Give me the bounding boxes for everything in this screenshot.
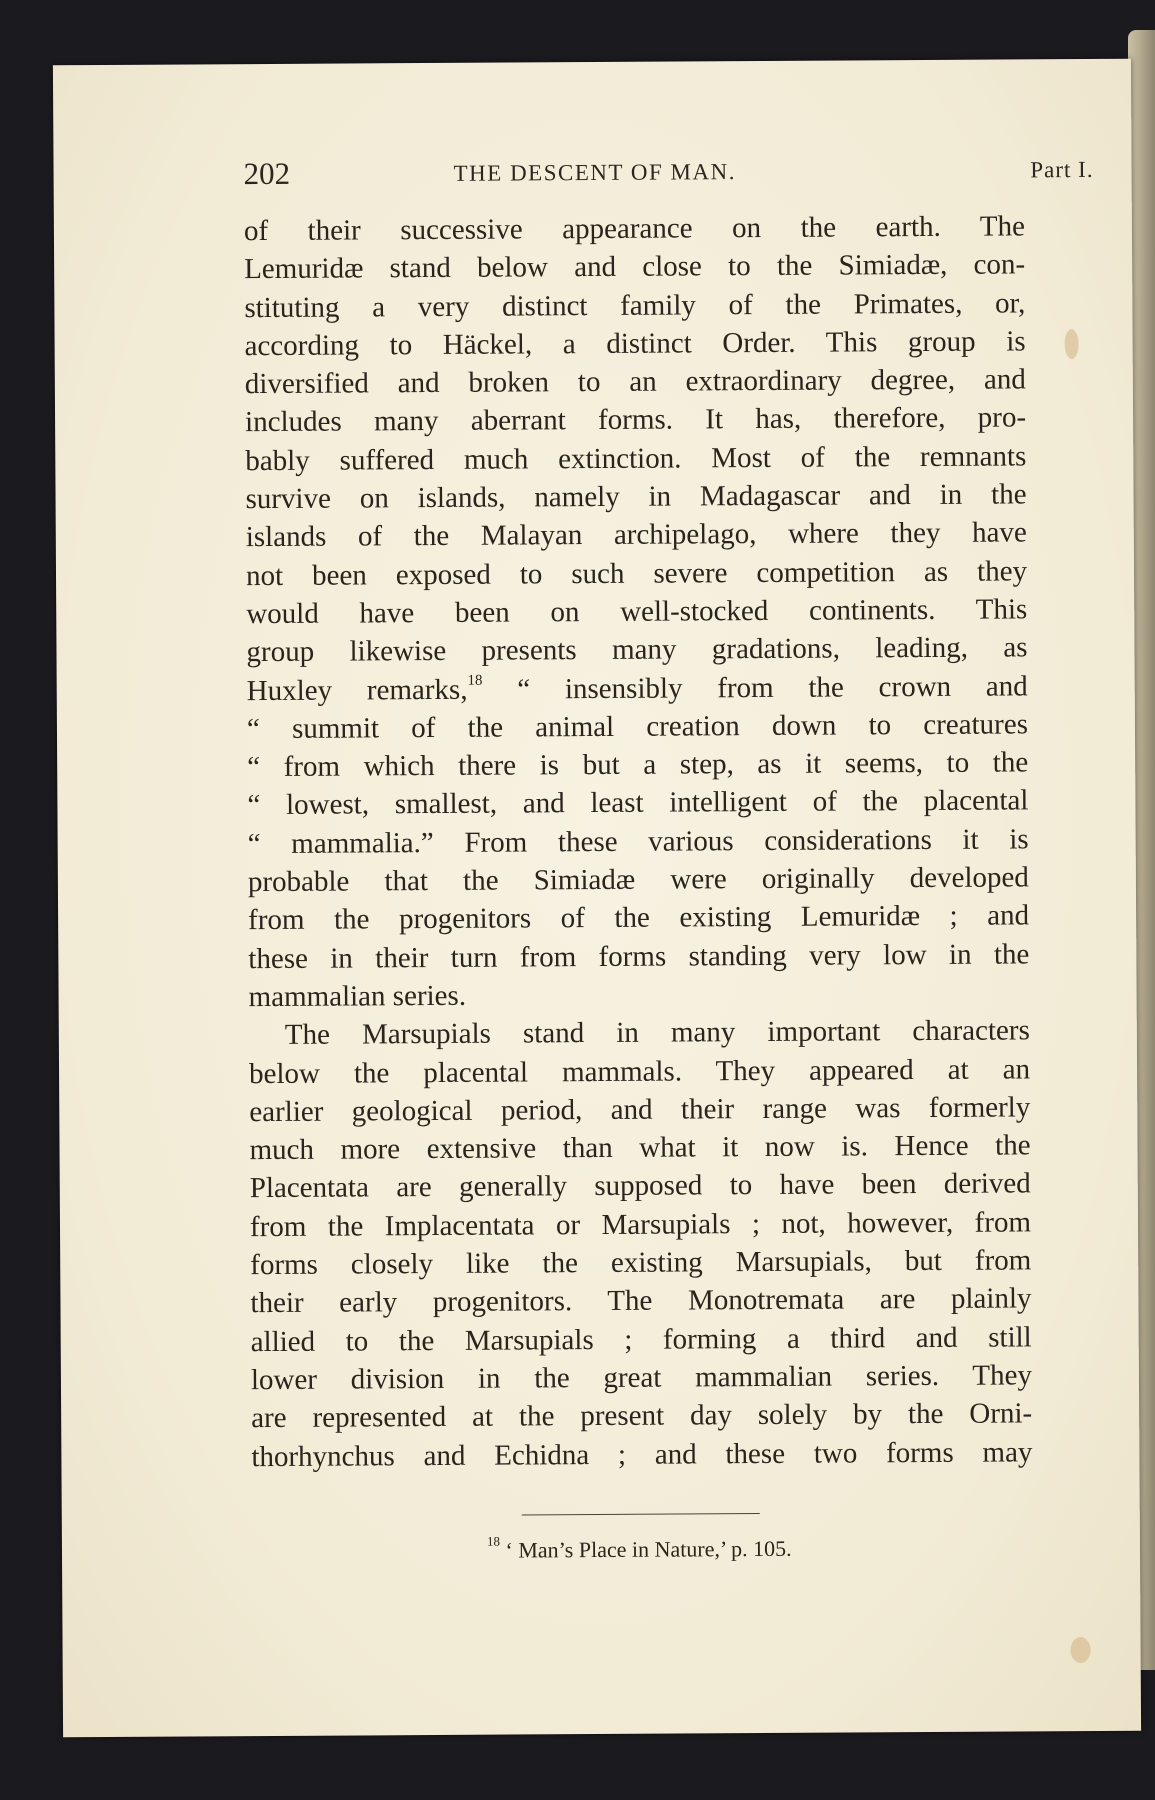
text-line: Placentata are generally supposed to have been derived bbox=[249, 1167, 1031, 1205]
text-line: Lemuridæ stand below and close to the Simiadæ, con- bbox=[244, 248, 1026, 286]
text-line: bably suffered much extinction. Most of the remnants bbox=[245, 440, 1027, 477]
text-line: from the Implacentata or Marsupials ; not, however, from bbox=[249, 1206, 1032, 1243]
text-line: of their successive appearance on the earth. The bbox=[243, 210, 1026, 248]
text-line: these in their turn from forms standing very low in the bbox=[248, 938, 1030, 975]
text-segment: “ insensibly from the crown and bbox=[482, 669, 1028, 706]
text-line: “ summit of the animal creation down to creatures bbox=[246, 708, 1029, 745]
part-label: Part I. bbox=[1030, 156, 1094, 183]
text-line: would have been on well-stocked continents. This bbox=[246, 593, 1028, 631]
text-line: includes many aberrant forms. It has, therefore, pro- bbox=[244, 401, 1027, 439]
paper-stain bbox=[1065, 329, 1079, 359]
text-line: “ from which there is but a step, as it seems, to the bbox=[247, 746, 1029, 784]
text-line: thorhynchus and Echidna ; and these two forms may bbox=[251, 1435, 1033, 1473]
footnote-text: ‘ Man’s Place in Nature,’ p. 105. bbox=[499, 1535, 792, 1563]
page-header bbox=[243, 151, 1093, 196]
text-line: mammalian series. bbox=[248, 979, 467, 1014]
footnote-divider bbox=[522, 1513, 760, 1515]
text-line: islands of the Malayan archipelago, where they have bbox=[245, 516, 1027, 554]
footnote bbox=[486, 1533, 792, 1564]
text-line: below the placental mammals. They appeared at an bbox=[248, 1052, 1031, 1090]
text-line: diversified and broken to an extraordinary degree, and bbox=[244, 363, 1026, 401]
text-line: forms closely like the existing Marsupials, but from bbox=[250, 1244, 1032, 1282]
text-line: allied to the Marsupials ; forming a third and still bbox=[250, 1320, 1032, 1358]
book-page bbox=[53, 59, 1141, 1738]
text-line: not been exposed to such severe competition as they bbox=[245, 555, 1028, 592]
text-line: according to Häckel, a distinct Order. This group is bbox=[244, 325, 1026, 363]
text-segment: Huxley remarks, bbox=[246, 673, 468, 707]
footnote-marker: 18 bbox=[486, 1533, 500, 1549]
text-line: are represented at the present day solely by the Orni- bbox=[251, 1397, 1033, 1435]
running-title: THE DESCENT OF MAN. bbox=[453, 159, 737, 186]
text-line: earlier geological period, and their range was formerly bbox=[249, 1091, 1031, 1128]
paper-stain bbox=[1071, 1637, 1091, 1663]
text-line: probable that the Simiadæ were originally developed bbox=[247, 861, 1029, 899]
text-line: lower division in the great mammalian series. They bbox=[250, 1359, 1033, 1397]
text-line: stituting a very distinct family of the Primates, or, bbox=[244, 286, 1026, 324]
text-line: survive on islands, namely in Madagascar and in the bbox=[245, 478, 1027, 516]
paragraph-start-line: The Marsupials stand in many important characters bbox=[284, 1014, 1030, 1052]
text-line: much more extensive than what it now is. Hence the bbox=[249, 1129, 1031, 1167]
text-line: group likewise presents many gradations, leading, as bbox=[246, 631, 1028, 669]
footnote-reference: 18 bbox=[467, 672, 483, 689]
text-line: their early progenitors. The Monotremata are plainly bbox=[250, 1282, 1032, 1320]
body-text bbox=[244, 207, 1033, 1476]
text-line bbox=[247, 667, 1028, 710]
text-line: “ mammalia.” From these various considerations it is bbox=[247, 823, 1029, 860]
page-number: 202 bbox=[243, 155, 291, 192]
text-line: from the progenitors of the existing Lemuridæ ; and bbox=[248, 899, 1030, 937]
text-line: “ lowest, smallest, and least intelligent of the placental bbox=[247, 784, 1029, 822]
